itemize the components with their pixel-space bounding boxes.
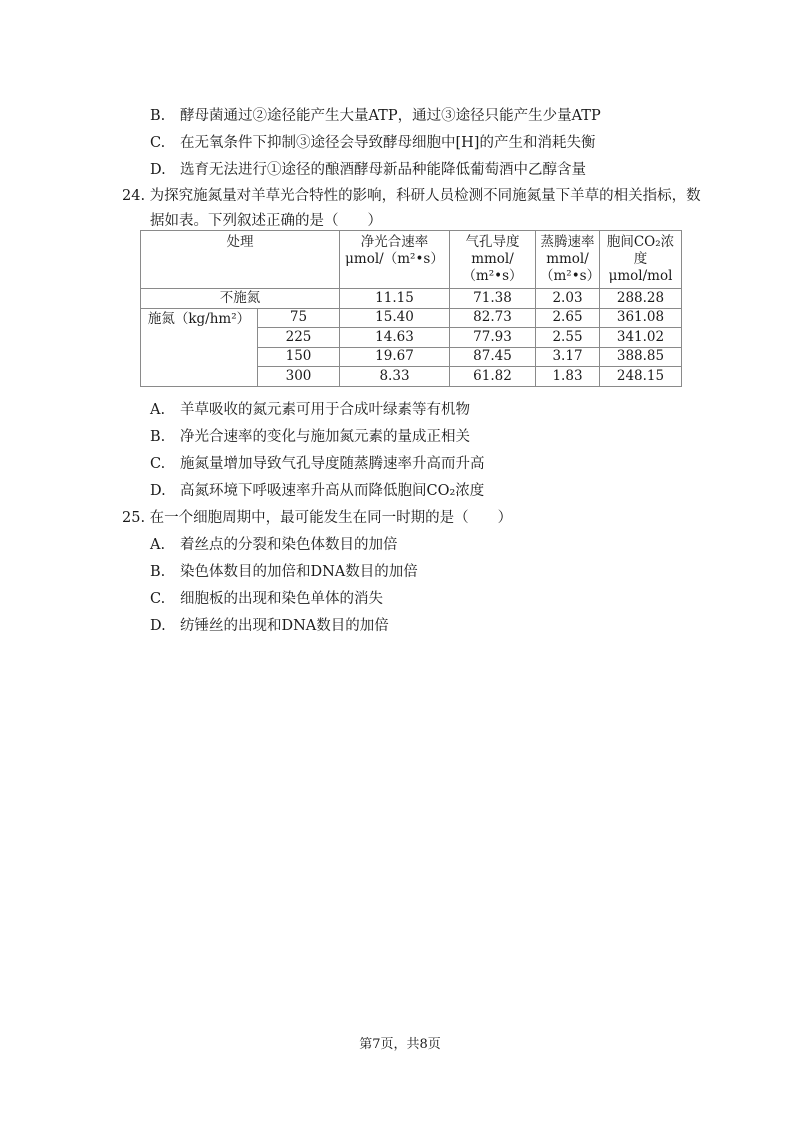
table-row: 施氮（kg/hm²） 75 15.40 82.73 2.65 361.08 (141, 308, 682, 328)
q23-option-b: B. 酵母菌通过②途径能产生大量ATP，通过③途径只能产生少量ATP (150, 108, 601, 124)
q24-option-a: A. 羊草吸收的氮元素可用于合成叶绿素等有机物 (150, 402, 470, 418)
q25-option-a: A. 着丝点的分裂和染色体数目的加倍 (150, 537, 398, 553)
table-row: 225 14.63 77.93 2.55 341.02 (141, 328, 682, 348)
header-transpiration-rate: 蒸腾速率 mmol/ （m²•s） (536, 231, 600, 289)
q24-option-b: B. 净光合速率的变化与施加氮元素的量成正相关 (150, 429, 470, 445)
header-intercellular-co2: 胞间CO₂浓 度 μmol/mol (600, 231, 682, 289)
header-net-photosynthesis: 净光合速率 μmol/（m²•s） (340, 231, 450, 289)
table-row-control: 不施氮 11.15 71.38 2.03 288.28 (141, 289, 682, 309)
header-treatment: 处理 (141, 231, 340, 289)
q23-option-d: D. 选育无法进行①途径的酿酒酵母新品种能降低葡萄酒中乙醇含量 (150, 162, 586, 178)
q24-option-d: D. 高氮环境下呼吸速率升高从而降低胞间CO₂浓度 (150, 483, 485, 499)
q24-stem-line1: 24. 为探究施氮量对羊草光合特性的影响，科研人员检测不同施氮量下羊草的相关指标，数 (122, 188, 701, 204)
q25-stem: 25. 在一个细胞周期中，最可能发生在同一时期的是（ ） (122, 510, 513, 526)
q25-option-d: D. 纺锤丝的出现和DNA数目的加倍 (150, 618, 389, 634)
q24-stem-line2: 据如表。下列叙述正确的是（ ） (150, 213, 382, 229)
q24-option-c: C. 施氮量增加导致气孔导度随蒸腾速率升高而升高 (150, 456, 485, 472)
table-header-row (141, 231, 682, 289)
q24-data-table (140, 230, 682, 387)
page-footer: 第7页，共8页 (359, 1037, 441, 1052)
table-row: 150 19.67 87.45 3.17 388.85 (141, 347, 682, 367)
nitrogen-label: 施氮（kg/hm²） (141, 308, 258, 386)
q25-option-c: C. 细胞板的出现和染色单体的消失 (150, 591, 383, 607)
q23-option-c: C. 在无氧条件下抑制③途径会导致酵母细胞中[H]的产生和消耗失衡 (150, 135, 596, 151)
header-stomatal-conductance: 气孔导度 mmol/ （m²•s） (450, 231, 536, 289)
table-row: 300 8.33 61.82 1.83 248.15 (141, 367, 682, 387)
q25-option-b: B. 染色体数目的加倍和DNA数目的加倍 (150, 564, 418, 580)
